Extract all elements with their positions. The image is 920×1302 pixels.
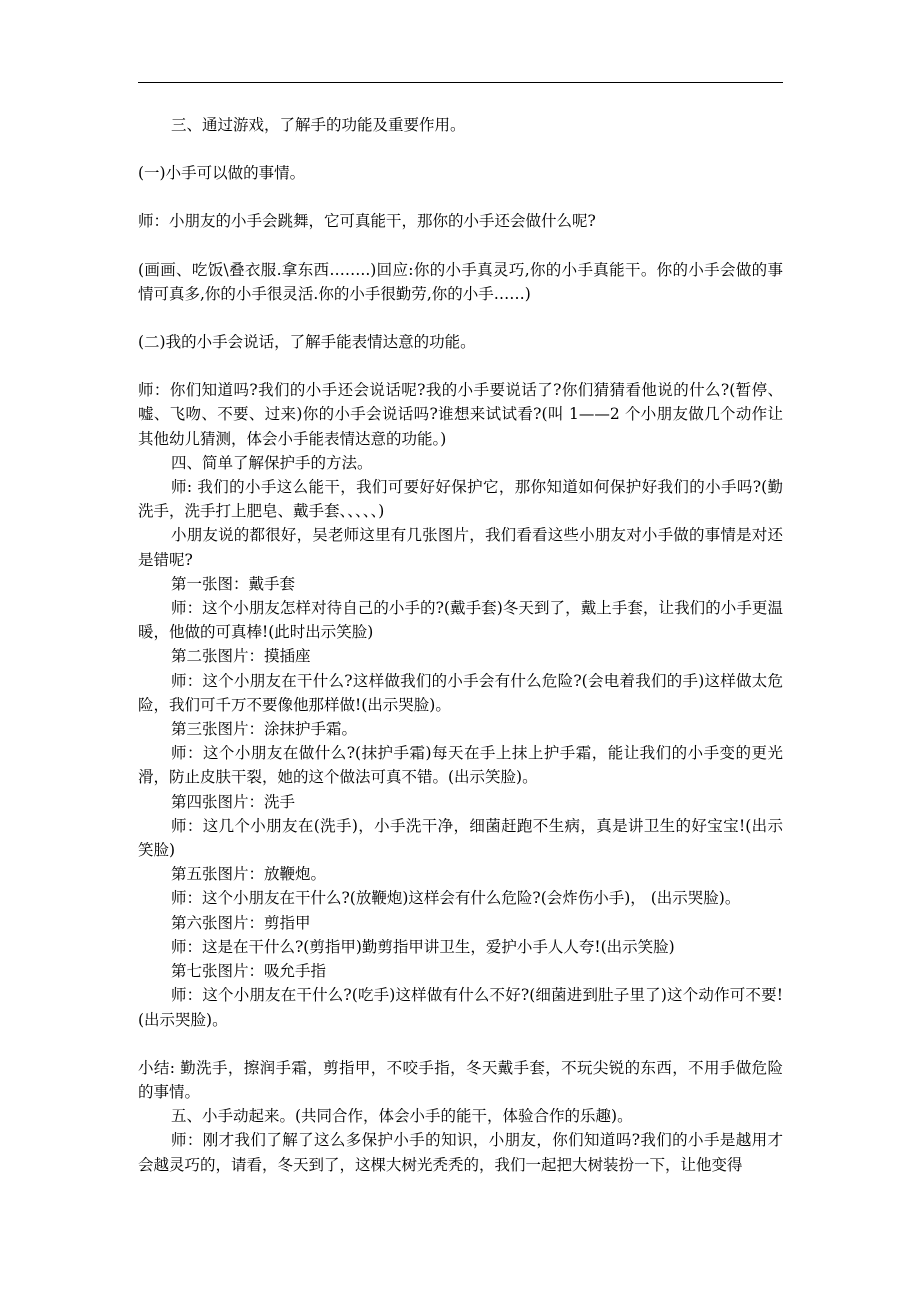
paragraph: (二)我的小手会说话，了解手能表情达意的功能。 bbox=[138, 333, 476, 352]
paragraph: 三、通过游戏，了解手的功能及重要作用。 bbox=[171, 116, 466, 134]
paragraph: 第七张图片：吸允手指 bbox=[171, 962, 327, 981]
paragraph: 第三张图片：涂抹护手霜。 bbox=[171, 720, 358, 739]
paragraph: 师：这几个小朋友在(洗手)，小手洗干净，细菌赶跑不生病，真是讲卫生的好宝宝!(出示笑脸) bbox=[138, 816, 783, 860]
paragraph: 师：刚才我们了解了这么多保护小手的知识，小朋友，你们知道吗?我们的小手是越用才会越灵巧的，请看，冬天到了，这棵大树光秃秃的，我们一起把大树装扮一下，让他变得 bbox=[138, 1131, 783, 1174]
paragraph: 第六张图片：剪指甲 bbox=[171, 913, 311, 932]
paragraph: 第一张图：戴手套 bbox=[171, 574, 296, 593]
document-body bbox=[138, 113, 783, 1177]
paragraph: 师: 我们的小手这么能干，我们可要好好保护它，那你知道如何保护好我们的小手吗?(勤洗手，洗手打上肥皂、戴手套、、、、、) bbox=[138, 478, 783, 521]
paragraph: 师：小朋友的小手会跳舞，它可真能干，那你的小手还会做什么呢? bbox=[138, 212, 596, 231]
header-rule bbox=[138, 82, 783, 83]
paragraph: 师：这个小朋友在做什么?(抹护手霜)每天在手上抹上护手霜，能让我们的小手变的更光滑，防止皮肤干裂，她的这个做法可真不错。(出示笑脸)。 bbox=[138, 744, 783, 787]
paragraph: 师：这个小朋友在干什么?(放鞭炮)这样会有什么危险?(会炸伤小手)， (出示哭脸)。 bbox=[171, 889, 741, 908]
paragraph: 师：这个小朋友怎样对待自己的小手的?(戴手套)冬天到了，戴上手套，让我们的小手更温暖，他做的可真棒!(此时出示笑脸) bbox=[138, 599, 783, 642]
paragraph: (一)小手可以做的事情。 bbox=[138, 164, 306, 183]
paragraph: 师：这是在干什么?(剪指甲)勤剪指甲讲卫生，爱护小手人人夸!(出示笑脸) bbox=[171, 937, 675, 956]
paragraph: 师：这个小朋友在干什么?(吃手)这样做有什么不好?(细菌进到肚子里了)这个动作可不要!(出示哭脸)。 bbox=[138, 986, 783, 1029]
paragraph: 第二张图片：摸插座 bbox=[171, 647, 311, 666]
paragraph: (画画、吃饭\叠衣服.拿东西……..)回应:你的小手真灵巧,你的小手真能干。你的小手会做的事情可真多,你的小手很灵活.你的小手很勤劳,你的小手……) bbox=[138, 260, 783, 303]
paragraph: 四、简单了解保护手的方法。 bbox=[171, 453, 373, 472]
paragraph: 小朋友说的都很好，吴老师这里有几张图片，我们看看这些小朋友对小手做的事情是对还是错呢? bbox=[138, 526, 783, 569]
paragraph: 小结: 勤洗手，擦润手霜，剪指甲，不咬手指，冬天戴手套，不玩尖锐的东西，不用手做危险的事情。 bbox=[138, 1058, 783, 1101]
paragraph: 师：这个小朋友在干什么?这样做我们的小手会有什么危险?(会电着我们的手)这样做太危险，我们可千万不要像他那样做!(出示哭脸)。 bbox=[138, 671, 783, 714]
paragraph: 五、小手动起来。(共同合作，体会小手的能干，体验合作的乐趣)。 bbox=[171, 1107, 633, 1126]
paragraph: 第五张图片：放鞭炮。 bbox=[171, 865, 327, 884]
paragraph: 师：你们知道吗?我们的小手还会说话呢?我的小手要说话了?你们猜猜看他说的什么?(暂停、嘘、飞吻、不要、过来)你的小手会说话吗?谁想来试试看?(叫 1——2 个小朋友做几个动作让其他幼儿猜测，体会小手能表情达意的功能。) bbox=[138, 381, 783, 448]
paragraph: 第四张图片：洗手 bbox=[171, 792, 296, 811]
